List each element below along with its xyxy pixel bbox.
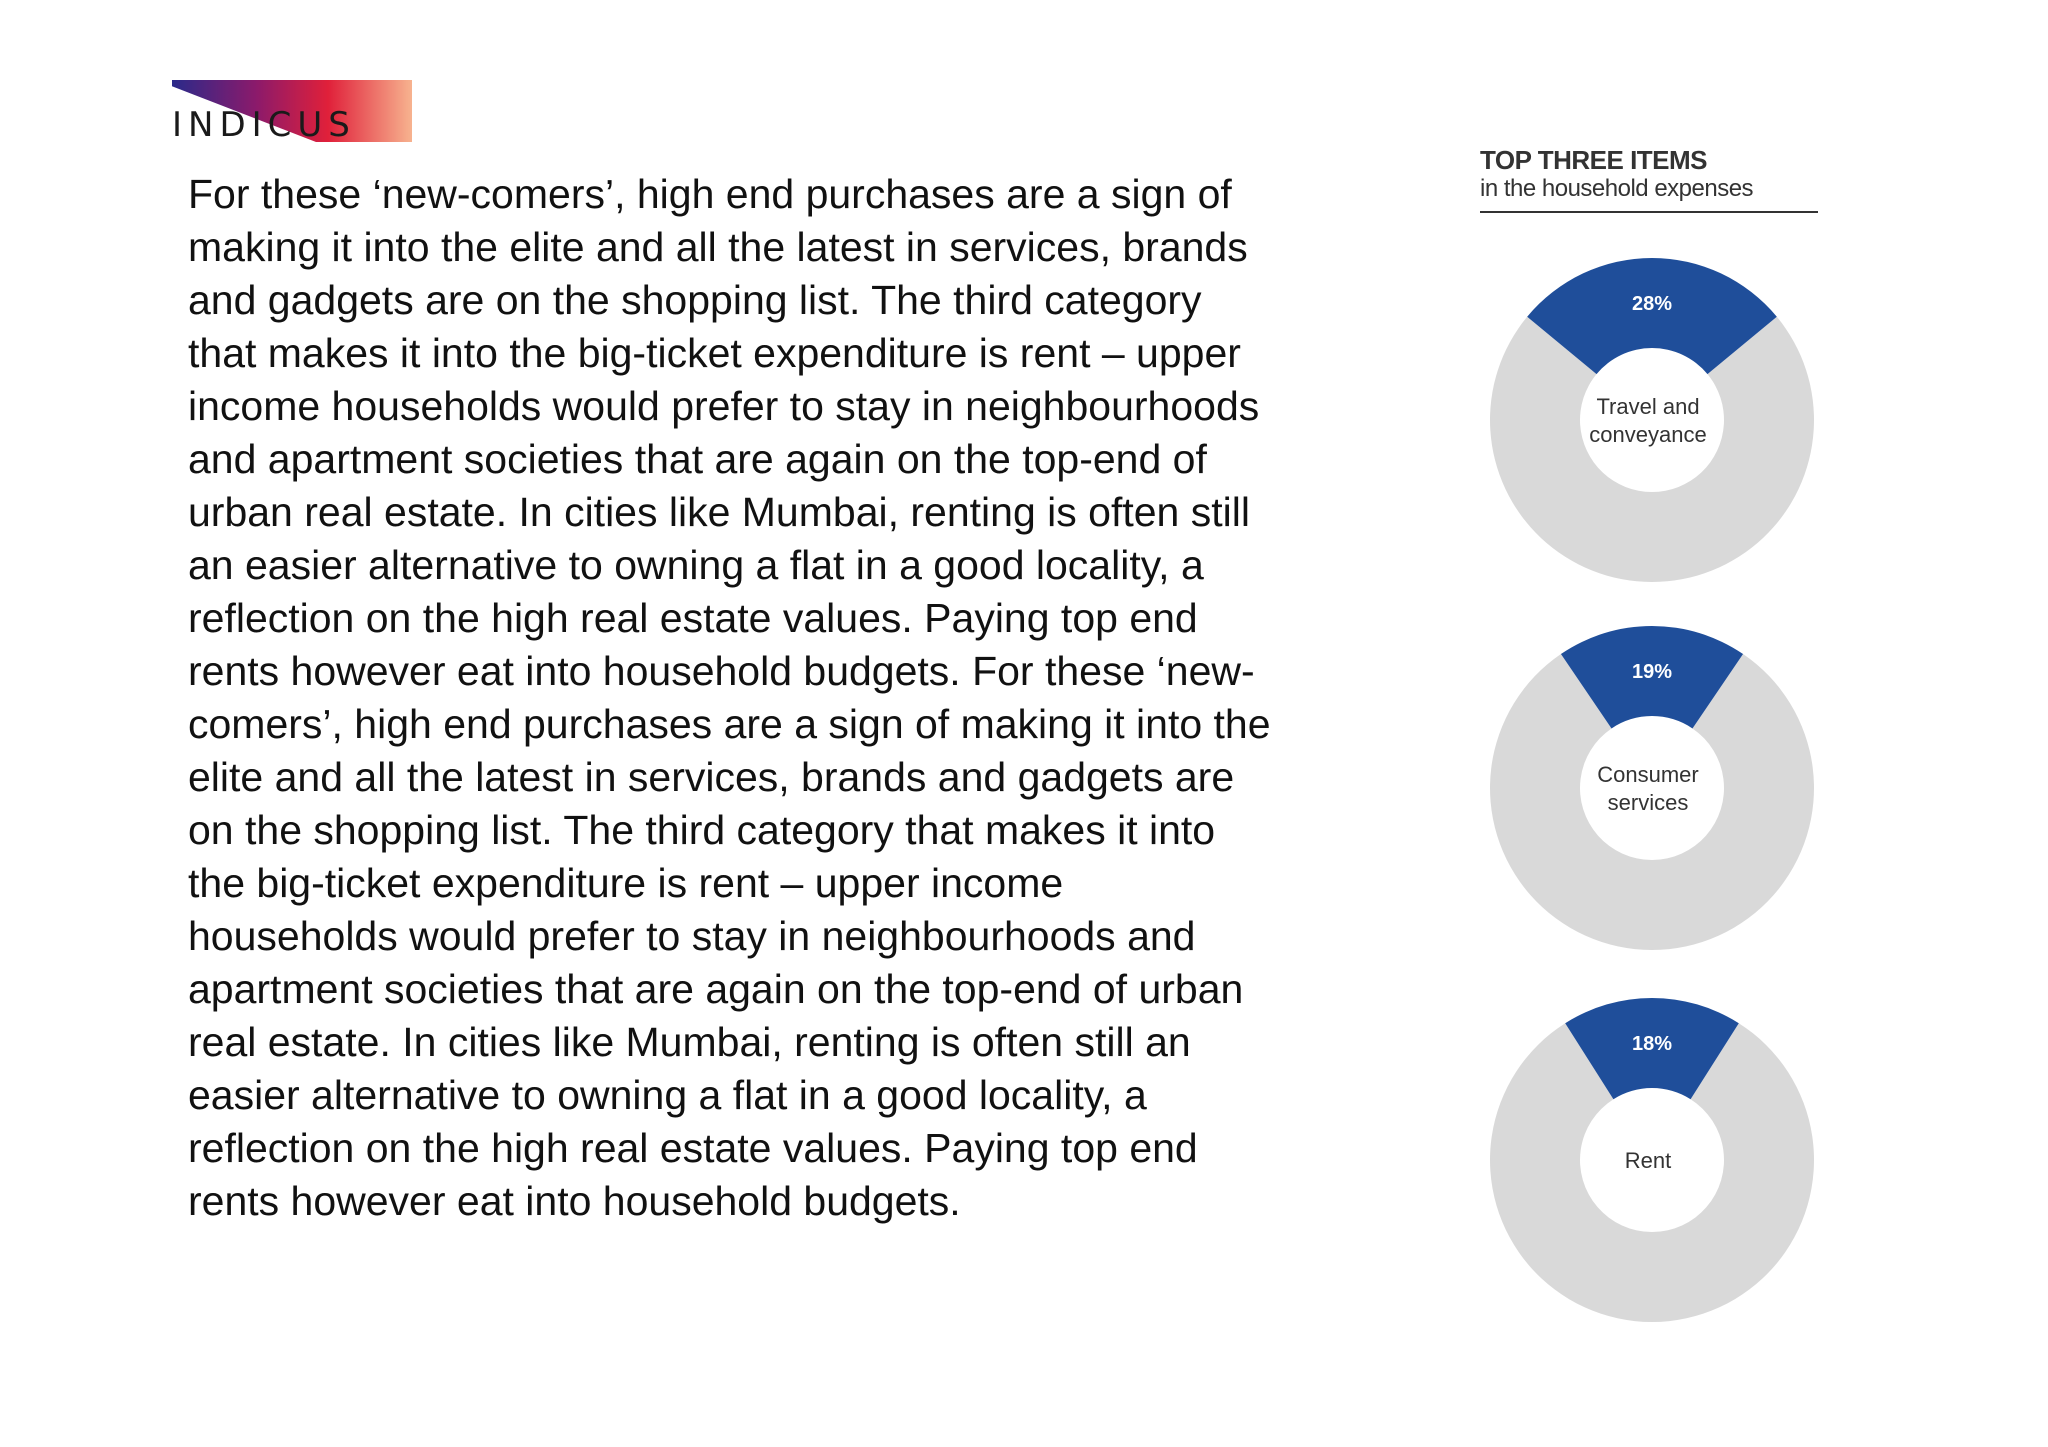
donut-category-label: Consumer bbox=[1597, 762, 1699, 787]
donut-value-label: 19% bbox=[1631, 661, 1673, 683]
donut-value-label: 18% bbox=[1631, 1033, 1673, 1055]
body-paragraph: For these ‘new-comers’, high end purchases are a sign of making it into the elite and all the latest in services, brands and gadgets are on the shopping list. The third category that makes it into the big-ticket expenditure is rent – upper income households would prefer to stay in neighbourhoods and apartment societies that are again on the top-end of urban real estate. In cities like Mumbai, renting is often still an easier alternative to owning a flat in a good locality, a reflection on the high real estate values. Paying top end rents however eat into household budgets. For these ‘new- comers’, high end purchases are a sign of making it into the elite and all the latest in services, brands and gadgets are on the shopping list. The third category that makes it into the big-ticket expenditure is rent – upper income households would prefer to stay in neighbourhoods and apartment societies that are again on the top-end of urban real estate. In cities like Mumbai, renting is often still an easier alternative to owning a flat in a good locality, a reflection on the high real estate values. Paying top end rents however eat into household budgets. bbox=[188, 171, 1271, 1224]
donut-remainder-slice bbox=[1490, 317, 1814, 582]
donut-category-label: conveyance bbox=[1589, 422, 1707, 447]
donut-category-label: services bbox=[1607, 790, 1689, 815]
donut-charts bbox=[1480, 240, 1840, 1360]
donut-value-label: 28% bbox=[1631, 293, 1673, 315]
chart-title-rule bbox=[1480, 211, 1818, 213]
donut-category-label: Travel and bbox=[1596, 394, 1700, 419]
chart-subtitle: in the household expenses bbox=[1480, 174, 1754, 202]
donut-category-label: Rent bbox=[1624, 1148, 1672, 1173]
logo-text: INDICUS bbox=[172, 105, 356, 145]
chart-header bbox=[1480, 146, 1820, 213]
chart-title: TOP THREE ITEMS bbox=[1480, 145, 1708, 175]
indicus-logo bbox=[172, 78, 422, 148]
